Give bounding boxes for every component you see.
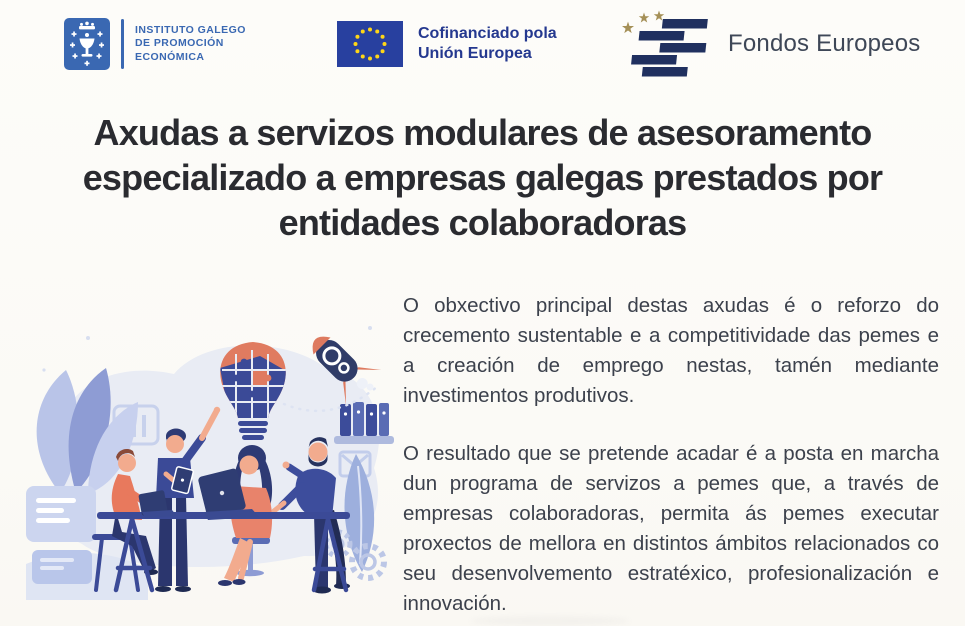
title-line-2: especializado a empresas galegas prestados por — [82, 157, 883, 198]
igape-line-3: ECONÓMICA — [135, 50, 205, 63]
fondos-wordmark: Fondos Europeos — [728, 30, 921, 57]
eu-flag-icon — [337, 21, 403, 67]
flipchart — [26, 486, 96, 584]
gold-stars — [622, 11, 664, 34]
eu-wordmark — [418, 24, 557, 64]
igape-line-2: DE PROMOCIÓN — [135, 37, 224, 50]
paragraph-result: O resultado que se pretende acadar é a posta en marcha dun programa de servizos a pemes que, a través de empresas colaboradoras, permita ás pemes executar proxectos de mellora en distintos ámbitos relacionados co seu desenvolvemento estratéxico, profesionalización e innovación. — [403, 442, 939, 615]
binders-shelf — [334, 402, 394, 444]
eu-cofinancing-logo — [337, 21, 557, 67]
igape-shield-icon — [64, 18, 110, 70]
eu-line-2: Unión Europea — [418, 45, 532, 62]
title-line-3: entidades colaboradoras — [278, 202, 687, 243]
fondos-bars-icon — [614, 8, 718, 80]
fondos-europeos-logo — [614, 8, 920, 80]
title-line-1: Axudas a servizos modulares de asesoramento — [93, 112, 872, 153]
igape-separator — [121, 19, 124, 69]
page-title — [0, 110, 965, 245]
paragraph-objective: O obxectivo principal destas axudas é o reforzo do crecemento sustentable e a competitividade das pemes e a creación de emprego nestas, tamén mediante investimentos produtivos. — [403, 294, 939, 407]
team-collaboration-illustration — [26, 306, 394, 600]
body-copy — [403, 291, 939, 619]
igape-wordmark — [135, 24, 246, 65]
igape-line-1: INSTITUTO GALEGO — [135, 23, 246, 36]
eu-line-1: Cofinanciado pola — [418, 25, 557, 42]
flag-bars — [630, 19, 709, 77]
igape-logo — [64, 18, 246, 70]
